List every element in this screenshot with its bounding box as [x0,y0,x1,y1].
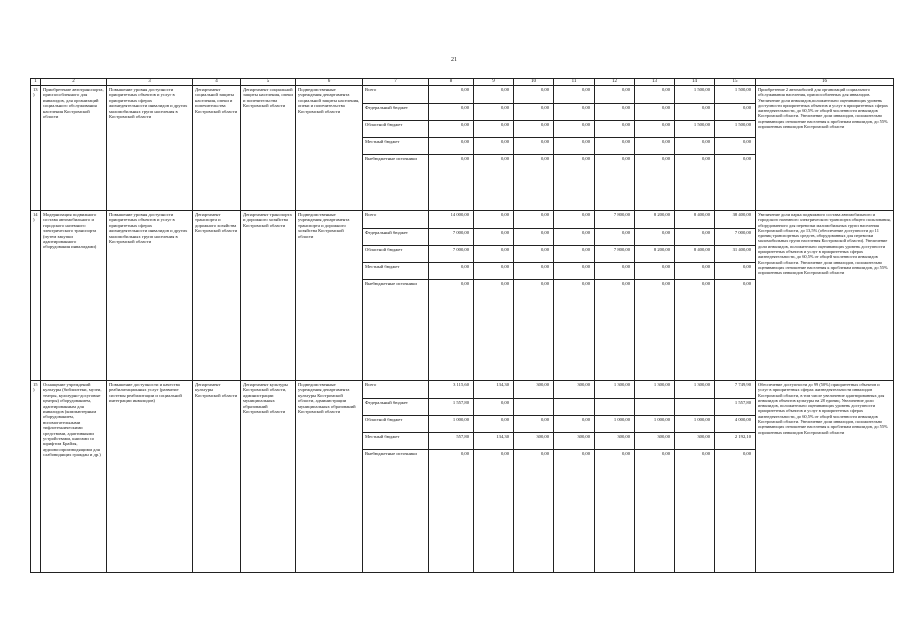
funding-source: Местный бюджет [363,138,429,155]
funding-value: 0,00 [554,155,595,211]
funding-source: Всего [363,86,429,104]
funds-recipient: Подведомственные учреждения департамента социальной защиты населения, опеки и попечительства Костромской области [296,86,363,211]
measure-goal: Повышение уровня доступности приоритетных объектов и услуг в приоритетных сферах жизнедеятельности инвалидов и других маломобильных групп населения в Костромской области [107,211,193,381]
funding-value: 0,00 [715,280,756,381]
funding-value: 0,00 [474,211,514,229]
funding-value: 1 557,80 [715,399,756,416]
funding-value: 134,30 [474,381,514,399]
funding-value: 0,00 [514,138,554,155]
funding-value: 1 500,00 [715,86,756,104]
funding-value: 0,00 [554,450,595,573]
funding-source: Областной бюджет [363,416,429,433]
funding-value: 300,00 [554,433,595,450]
co-executor: Департамент транспорта и дорожного хозяйства Костромской области [241,211,296,381]
funding-value: 0,00 [635,155,675,211]
funding-value: 0,00 [429,280,474,381]
funding-value: 4 000,00 [715,416,756,433]
page-number: 21 [451,57,457,63]
column-number: 16 [756,79,894,86]
column-number: 5 [241,79,296,86]
funding-source: Внебюджетные источники [363,155,429,211]
funding-value: 0,00 [554,138,595,155]
funding-value: 1 300,00 [635,381,675,399]
funding-value: 134,30 [474,433,514,450]
funding-value: 0,00 [715,450,756,573]
funding-value: 0,00 [595,86,635,104]
funding-value: 1 500,00 [715,121,756,138]
funding-value: 0,00 [675,229,715,246]
funding-value: 2 192,10 [715,433,756,450]
funding-value: 0,00 [429,263,474,280]
row-number: 13) [31,86,41,211]
funding-value: 0,00 [474,121,514,138]
funding-value: 1 000,00 [635,416,675,433]
funding-value: 38 400,00 [715,211,756,229]
funding-value: 0,00 [635,280,675,381]
funding-value: 1 000,00 [429,416,474,433]
funds-recipient: Подведомственные учреждения департамента культуры Костромской области, администрации муниципальных образований Костромской области [296,381,363,573]
funding-row [31,211,894,229]
funding-value: 0,00 [554,104,595,121]
funding-value: 0,00 [715,138,756,155]
column-number: 15 [715,79,756,86]
funding-value: 7 800,00 [595,246,635,263]
funding-value: 0,00 [514,263,554,280]
measure-name: Оснащение учреждений культуры (библиотеки, музеи, театры, культурно-досуговые центры) оборудованием, адаптированным для инвалидов (компьютерным оборудованием, вспомогательными тифлотехническими средствами, адаптивными устройствами, книгами со шрифтом Брайля, аудиовоспроизводящими для слабовидящих граждан и др.) [41,381,107,573]
funding-value: 0,00 [554,121,595,138]
funding-value: 0,00 [675,450,715,573]
funding-source: Местный бюджет [363,263,429,280]
funding-value: 0,00 [554,416,595,433]
funding-value: 0,00 [474,155,514,211]
funding-value: 1 300,00 [675,381,715,399]
funding-value: 0,00 [595,450,635,573]
funding-row [31,86,894,104]
column-number: 13 [635,79,675,86]
funding-value: 7 000,00 [429,246,474,263]
funding-value: 0,00 [675,263,715,280]
funding-value: 1 500,00 [675,121,715,138]
funding-value: 0,00 [595,280,635,381]
funding-value: 300,00 [595,433,635,450]
funds-recipient: Подведомственные учреждения департамента транспорта и дорожного хозяйства Костромской области [296,211,363,381]
funding-source: Федеральный бюджет [363,229,429,246]
funding-value: 0,00 [514,246,554,263]
funding-value: 1 500,00 [675,86,715,104]
funding-value: 0,00 [429,104,474,121]
funding-value: 0,00 [715,155,756,211]
funding-value: 0,00 [554,211,595,229]
column-numbers-row [31,79,894,86]
funding-value: 0,00 [715,104,756,121]
responsible-executor: Департамент культуры Костромской области [193,381,241,573]
measure-name: Модернизация подвижного состава автомобильного и городского наземного электрического транспорта (путем закупки адаптированного оборудования инвалидами) [41,211,107,381]
funding-value: 0,00 [554,280,595,381]
column-number: 8 [429,79,474,86]
measure-goal: Повышение уровня доступности приоритетных объектов и услуг в приоритетных сферах жизнедеятельности инвалидов и других маломобильных групп населения в Костромской области [107,86,193,211]
column-number: 11 [554,79,595,86]
funding-value: 0,00 [635,138,675,155]
funding-value: 0,00 [474,399,514,416]
funding-value [595,399,635,416]
funding-value: 0,00 [675,280,715,381]
funding-source: Всего [363,211,429,229]
funding-source: Внебюджетные источники [363,450,429,573]
measure-name: Приобретение автотранспорта, приспособленного для инвалидов, для организаций социального обслуживания населения Костромской области [41,86,107,211]
column-number: 10 [514,79,554,86]
funding-value: 1 000,00 [595,416,635,433]
funding-value: 0,00 [474,138,514,155]
funding-source: Областной бюджет [363,121,429,138]
funding-value: 0,00 [715,263,756,280]
funding-value: 0,00 [514,155,554,211]
funding-value: 300,00 [635,433,675,450]
funding-value: 1 000,00 [675,416,715,433]
expected-result: Приобретение 2 автомобилей для организаций социального обслуживания населения, приспособленных для инвалидов. Увеличение доли инвалидов,положительно оценивающих уровень доступности приоритетных объектов и услуг в приоритетных сферах жизнедеятельности, до 60,5% от общей численности инвалидов Костромской области. Увеличение доли инвалидов, положительно оценивающих отношение населения к проблемам инвалидов, до 55% опрошенных инвалидов Костромской области [756,86,894,211]
funding-value: 0,00 [635,263,675,280]
funding-value: 0,00 [514,121,554,138]
funding-value: 3 115,60 [429,381,474,399]
funding-value: 0,00 [474,104,514,121]
funding-value: 7 800,00 [595,211,635,229]
funding-value: 0,00 [474,246,514,263]
funding-value: 7 749,90 [715,381,756,399]
funding-value: 0,00 [474,229,514,246]
row-number: 15) [31,381,41,573]
funding-value: 0,00 [595,263,635,280]
funding-value [635,399,675,416]
funding-source: Всего [363,381,429,399]
column-number: 6 [296,79,363,86]
column-number: 9 [474,79,514,86]
funding-value: 0,00 [635,86,675,104]
funding-value: 0,00 [474,280,514,381]
column-number: 4 [193,79,241,86]
funding-value: 0,00 [554,263,595,280]
funding-value [675,399,715,416]
funding-value: 0,00 [595,138,635,155]
funding-source: Местный бюджет [363,433,429,450]
funding-value: 0,00 [474,263,514,280]
program-table [30,78,894,573]
funding-value: 0,00 [514,104,554,121]
column-number: 12 [595,79,635,86]
funding-value: 0,00 [429,86,474,104]
co-executor: Департамент социальной защиты населения, опеки и попечительства Костромской области [241,86,296,211]
funding-value: 300,00 [514,433,554,450]
funding-value: 0,00 [474,86,514,104]
responsible-executor: Департамент транспорта и дорожного хозяйства Костромской области [193,211,241,381]
column-number: 14 [675,79,715,86]
funding-value: 8 200,00 [635,211,675,229]
funding-value: 0,00 [474,450,514,573]
funding-value: 0,00 [554,229,595,246]
funding-value: 0,00 [474,416,514,433]
funding-value: 0,00 [675,104,715,121]
funding-value: 0,00 [635,450,675,573]
funding-source: Внебюджетные источники [363,280,429,381]
funding-value: 0,00 [514,86,554,104]
funding-value: 0,00 [514,211,554,229]
funding-value: 0,00 [554,246,595,263]
funding-value: 7 000,00 [715,229,756,246]
funding-value: 0,00 [514,280,554,381]
funding-value: 300,00 [675,433,715,450]
expected-result: Обеспечение доступности до 99 (50%) приоритетных объектов и услуг в приоритетных сферах жизнедеятельности инвалидов Костромской области, в том числе увеличение адаптированных для инвалидов объектов культуры на 28 единиц. Увеличение доли инвалидов, положительно оценивающих уровень доступности приоритетных объектов и услуг в приоритетных сферах жизнедеятельности, до 60,5% от общей численности инвалидов Костромской области. Увеличение доли инвалидов, положительно оценивающих отношение населения к проблемам инвалидов, до 55% опрошенных инвалидов Костромской области [756,381,894,573]
funding-value: 0,00 [429,138,474,155]
funding-value: 0,00 [429,450,474,573]
funding-value: 0,00 [675,155,715,211]
funding-value: 0,00 [595,155,635,211]
funding-value: 0,00 [635,121,675,138]
funding-source: Федеральный бюджет [363,104,429,121]
funding-value: 31 400,00 [715,246,756,263]
funding-value: 8 400,00 [675,211,715,229]
column-number: 3 [107,79,193,86]
funding-value: 0,00 [635,104,675,121]
funding-value: 0,00 [675,138,715,155]
funding-value: 0,00 [514,416,554,433]
row-number: 14) [31,211,41,381]
funding-value: 300,00 [554,381,595,399]
funding-value [514,399,554,416]
funding-value: 8 200,00 [635,246,675,263]
column-number: 1 [31,79,41,86]
funding-value: 0,00 [635,229,675,246]
expected-result: Увеличение доли парка подвижного состава автомобильного и городского наземного электрического транспорта общего пользования, оборудованного для перевозки маломобильных групп населения Костромской области, до 13,5% (обеспечение доступности до 11 единиц транспортных средств, оборудованных для перевозки маломобильных групп населения Костромской области). Увеличение доли инвалидов, положительно оценивающих уровень доступности приоритетных объектов и услуг в приоритетных сферах жизнедеятельности, до 60,5% от общей численности инвалидов Костромской области. Увеличение доли инвалидов, положительно оценивающих отношение населения к проблемам инвалидов, до 55% опрошенных инвалидов Костромской области [756,211,894,381]
funding-value: 14 000,00 [429,211,474,229]
funding-value: 7 000,00 [429,229,474,246]
measure-goal: Повышение доступности и качества реабилитационных услуг (развитие системы реабилитации и социальной интеграции инвалидов) [107,381,193,573]
funding-source: Областной бюджет [363,246,429,263]
funding-value [554,399,595,416]
funding-value: 0,00 [429,121,474,138]
funding-row [31,381,894,399]
funding-value: 1 300,00 [595,381,635,399]
funding-value: 1 557,80 [429,399,474,416]
column-number: 2 [41,79,107,86]
funding-value: 0,00 [595,229,635,246]
funding-value: 0,00 [429,155,474,211]
responsible-executor: Департамент социальной защиты населения, опеки и попечительства Костромской области [193,86,241,211]
funding-value: 0,00 [514,229,554,246]
funding-value: 0,00 [595,121,635,138]
funding-value: 0,00 [514,450,554,573]
funding-source: Федеральный бюджет [363,399,429,416]
funding-value: 300,00 [514,381,554,399]
funding-value: 557,80 [429,433,474,450]
funding-value: 0,00 [595,104,635,121]
co-executor: Департамент культуры Костромской области, администрации муниципальных образований Костромской области [241,381,296,573]
funding-value: 0,00 [554,86,595,104]
funding-value: 8 400,00 [675,246,715,263]
column-number: 7 [363,79,429,86]
